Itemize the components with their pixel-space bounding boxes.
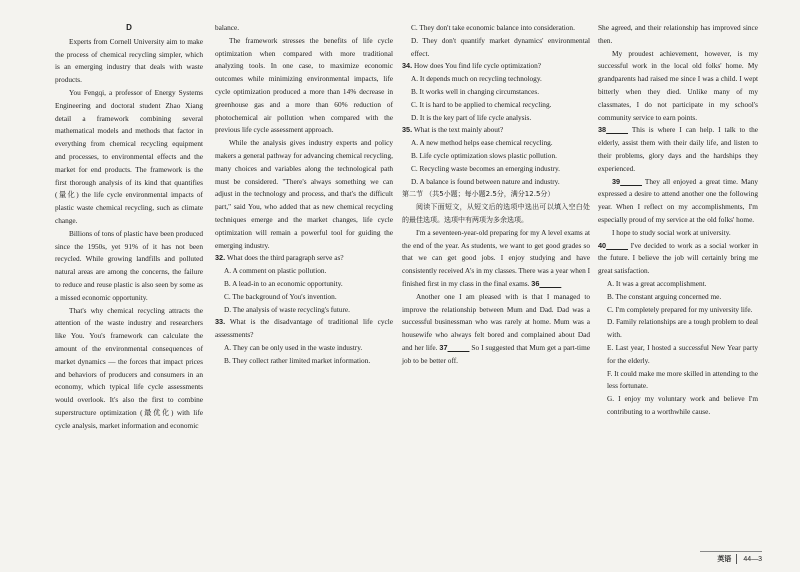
blank-36: 36 — [531, 278, 540, 288]
question-stem: What does the third paragraph serve as? — [226, 253, 344, 263]
option: B. The constant arguing concerned me. — [607, 291, 722, 301]
paragraph: Billions of tons of plastic have been produced since the 1950s, yet 91% of it has not been recycled. While growing landfills and polluted natural areas are among the concerns, the failure to reduce and reuse plastic is also seen by some as a missed economic opportunity. — [55, 228, 203, 302]
paragraph: While the analysis gives industry experts and policy makers a general pathway for advancing chemical recycling, many choices and variables along the technological path must be considered. "There's always something we can adjust in the technology and process, and that's the difficult part," said You, who added that as new chemical recycling techniques emerge and the market changes, life cycle optimization will remain a powerful tool for guiding the emerging industry. — [215, 138, 393, 250]
column-4 — [598, 22, 758, 419]
paragraph: I'm a seventeen-year-old preparing for my A level exams at the end of the year. As students, we want to get good grades so that we can get good jobs. I enjoy studying and have consistently received A's in my classes. There was a year when I finished first in my class in the final exams. 36 — [402, 227, 591, 288]
option: D. They don't quantify market dynamics' environmental effect. — [411, 35, 590, 58]
page-footer — [717, 554, 762, 564]
option: B. A lead-in to an economic opportunity. — [224, 278, 343, 288]
part2-heading: 第二节 （共5小题；每小题2.5分，满分12.5分） — [402, 190, 555, 199]
option: D. It is the key part of life cycle analysis. — [411, 112, 532, 122]
paragraph: 38 This is where I can help. I talk to the elderly, assist them with their daily life, and listen to their problems, glory days and the hardships they experienced. — [598, 125, 758, 173]
question-stem: How does You find life cycle optimization? — [413, 61, 542, 71]
option: B. They collect rather limited market information. — [224, 355, 371, 365]
column-3 — [402, 22, 590, 368]
option: B. It works well in changing circumstances. — [411, 86, 540, 96]
paragraph: The framework stresses the benefits of life cycle optimization when compared with more traditional analyzing tools. In one case, to maximize economic outcomes while minimizing environmental impacts, life cycle optimization produced a more than 14% decrease in greenhouse gas and a more than 60% reduction of photochemical air pollution when compared with the previous life cycle assessment approach. — [215, 35, 393, 135]
part2-instruction: 阅读下面短文，从短文后的选项中选出可以填入空白处的最佳选项。选项中有两项为多余选项。 — [402, 203, 590, 224]
paragraph: Another one I am pleased with is that I managed to improve the relationship between Mum and Dad. Dad was a successful businessman who was rarely at home. Mum was a housewife who always felt bored and complained about Dad and her life. 37 So I suggested that Mum get a part-time job to be better off. — [402, 291, 590, 365]
paragraph: Experts from Cornell University aim to make the process of chemical recycling simpler, which is an emerging industry that deals with waste products. — [55, 36, 203, 85]
question-number: 35. — [402, 125, 413, 135]
option: C. I'm completely prepared for my university life. — [607, 304, 753, 314]
option: C. The background of You's invention. — [224, 291, 337, 301]
column-1 — [55, 22, 203, 433]
question-35 — [402, 124, 590, 188]
question-33 — [215, 316, 393, 367]
option: E. Last year, I hosted a successful New Year party for the elderly. — [607, 342, 758, 365]
option: A. A comment on plastic pollution. — [224, 266, 327, 276]
question-stem: What is the text mainly about? — [413, 125, 504, 135]
paragraph: My proudest achievement, however, is my successful work in the local old folks' home. My grandparents had raised me since I was a child. I wept bitterly when they died. Unlike many of my classmates, I do not participate in my school's community service to earn points. — [598, 48, 758, 122]
paragraph: You Fengqi, a professor of Energy Systems Engineering and doctoral student Zhao Xiang detail a framework combining several mathematical models and methods that factor in everything from chemical recycling equipment and processes, to environmental effects and the market for end products. The framework is the first thorough analysis of its kind that quantifies (量化) the life cycle environmental impacts of plastic waste chemical recycling, such as climate change. — [55, 87, 203, 225]
question-stem: What is the disadvantage of traditional life cycle assessments? — [215, 317, 393, 340]
option: B. Life cycle optimization slows plastic pollution. — [411, 150, 557, 160]
question-number: 34. — [402, 61, 413, 71]
option: F. It could make me more skilled in attending to the less fortunate. — [607, 368, 758, 391]
blank-38: 38 — [598, 125, 607, 135]
paragraph: 40 I've decided to work as a social worker in the future. I believe the job will certainly bring me great satisfaction. — [598, 240, 758, 276]
option: C. It is hard to be applied to chemical recycling. — [411, 99, 552, 109]
section-title: D — [126, 23, 132, 32]
option: C. Recycling waste becomes an emerging industry. — [411, 163, 560, 173]
question-32 — [215, 252, 393, 316]
blank-40: 40 — [598, 240, 607, 250]
option: C. They don't take economic balance into consideration. — [411, 23, 575, 32]
paragraph: That's why chemical recycling attracts the attention of the waste industry and researchers like You. You's framework can calculate the amount of the environmental consequences of market dynamics — the forces that impact prices and behaviors of producers and consumers in an economy, which typical life cycle assessments would overlook. It's also the first to combine superstructure optimization (最优化) with life cycle analysis, market information and economic — [55, 305, 203, 430]
paragraph: She agreed, and their relationship has improved since then. — [598, 23, 758, 45]
blank-39: 39 — [612, 176, 621, 186]
blank-37: 37 — [439, 342, 448, 352]
footer-page-number: 44—3 — [743, 555, 762, 563]
option: A. They can be only used in the waste industry. — [224, 342, 363, 352]
paragraph: I hope to study social work at university. — [612, 227, 731, 237]
footer-rule — [700, 551, 762, 552]
question-number: 33. — [215, 317, 226, 327]
option: D. A balance is found between nature and industry. — [411, 176, 560, 186]
option: D. The analysis of waste recycling's future. — [224, 304, 350, 314]
option: D. Family relationships are a tough problem to deal with. — [607, 317, 758, 340]
paragraph: 39 They all enjoyed a great time. Many expressed a desire to attend another one the following year. When I reflect on my accomplishments, I'm especially proud of my service at the old folks' home. — [598, 176, 758, 224]
question-number: 32. — [215, 253, 226, 263]
option: A. It depends much on recycling technology. — [411, 74, 542, 84]
footer-subject: 英语 — [717, 554, 737, 564]
option: G. I enjoy my voluntary work and believe I'm contributing to a worthwhile cause. — [607, 394, 758, 416]
column-2 — [215, 22, 393, 368]
option: A. It was a great accomplishment. — [607, 278, 707, 288]
question-34 — [402, 60, 590, 124]
option: A. A new method helps ease chemical recycling. — [411, 138, 553, 148]
paragraph: balance. — [215, 23, 240, 32]
